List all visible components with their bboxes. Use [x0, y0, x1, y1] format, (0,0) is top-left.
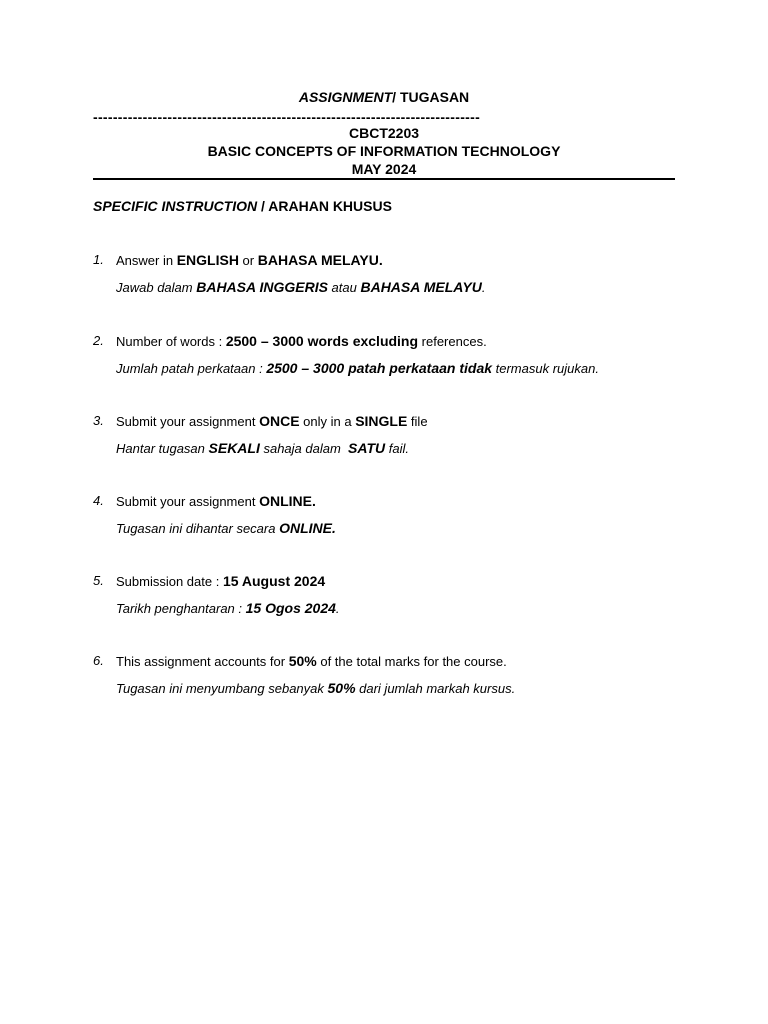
semester: MAY 2024 [351, 161, 417, 177]
item-malay: Tugasan ini dihantar secara ONLINE. [116, 520, 336, 536]
section-heading [93, 197, 392, 215]
item-english: Submit your assignment ONCE only in a SINGLE file [116, 413, 428, 429]
title-rest: / TUGASAN [392, 89, 470, 105]
item-malay: Jawab dalam BAHASA INGGERIS atau BAHASA MELAYU. [116, 279, 486, 295]
dashed-divider: ------------------------------------------------------------------------------ [93, 109, 481, 125]
course-name: BASIC CONCEPTS OF INFORMATION TECHNOLOGY [207, 143, 561, 159]
title-italic: ASSIGNMENT [298, 89, 393, 105]
item-number: 4. [93, 493, 104, 508]
section-heading-rest: / ARAHAN KHUSUS [257, 198, 392, 214]
item-malay: Tarikh penghantaran : 15 Ogos 2024. [116, 600, 340, 616]
item-english: Submission date : 15 August 2024 [116, 573, 326, 589]
item-number: 5. [93, 573, 104, 588]
item-number: 2. [93, 333, 104, 348]
item-number: 6. [93, 653, 104, 668]
item-english: Submit your assignment ONLINE. [116, 493, 316, 509]
header-rule [93, 178, 675, 180]
course-code: CBCT2203 [348, 125, 420, 141]
item-english: This assignment accounts for 50% of the total marks for the course. [116, 653, 507, 669]
section-heading-italic: SPECIFIC INSTRUCTION [93, 198, 258, 214]
item-number: 3. [93, 413, 104, 428]
item-english: Answer in ENGLISH or BAHASA MELAYU. [116, 252, 383, 268]
item-english: Number of words : 2500 – 3000 words excluding references. [116, 333, 487, 349]
item-number: 1. [93, 252, 104, 267]
item-malay: Hantar tugasan SEKALI sahaja dalam SATU fail. [116, 440, 409, 456]
item-malay: Tugasan ini menyumbang sebanyak 50% dari jumlah markah kursus. [116, 680, 516, 696]
item-malay: Jumlah patah perkataan : 2500 – 3000 patah perkataan tidak termasuk rujukan. [116, 360, 599, 376]
document-title [0, 88, 768, 106]
